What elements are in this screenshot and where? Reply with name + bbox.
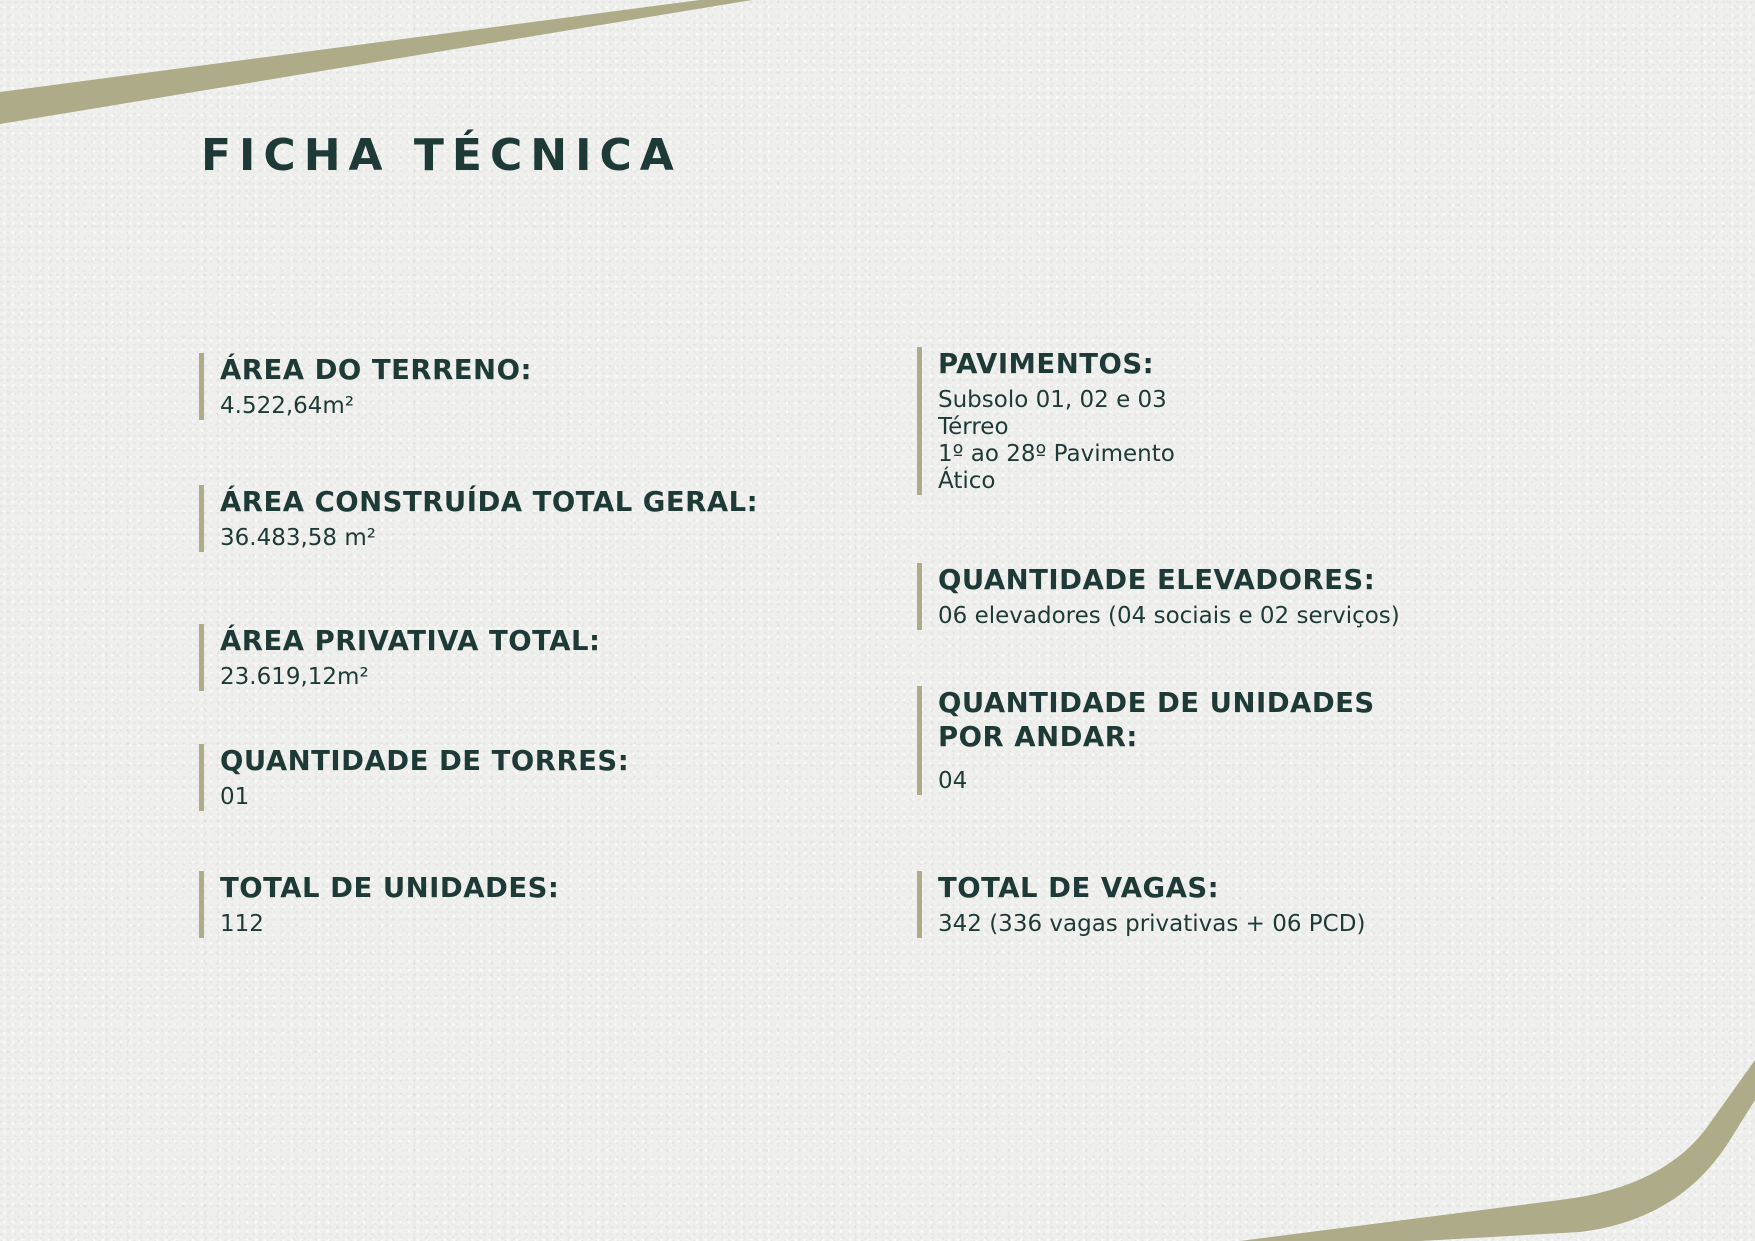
spec-label: ÁREA DO TERRENO: [220,354,532,386]
spec-label: QUANTIDADE DE TORRES: [220,745,630,777]
spec-value-line: 1º ao 28º Pavimento [938,441,1175,467]
spec-area-construida [199,485,758,552]
spec-label: TOTAL DE VAGAS: [938,872,1220,904]
spec-value: 36.483,58 m² [220,525,376,551]
spec-unidades-por-andar [917,686,1408,795]
spec-value-line: Ático [938,468,996,494]
spec-value: 01 [220,784,250,810]
top-left-stripe [0,0,752,124]
spec-value: 4.522,64m² [220,393,355,419]
spec-total-vagas [917,871,1365,938]
spec-quantidade-torres [199,744,629,811]
spec-value: 06 elevadores (04 sociais e 02 serviços) [938,603,1400,629]
spec-label: ÁREA PRIVATIVA TOTAL: [220,625,601,657]
spec-label: PAVIMENTOS: [938,348,1155,380]
spec-value: 23.619,12m² [220,664,369,690]
spec-value: 112 [220,911,264,937]
spec-value-line: Subsolo 01, 02 e 03 [938,387,1167,413]
spec-label: ÁREA CONSTRUÍDA TOTAL GERAL: [220,486,759,518]
bottom-right-stripe [1240,1060,1755,1241]
spec-label: QUANTIDADE DE UNIDADES POR ANDAR: [938,687,1375,753]
spec-area-privativa [199,624,601,691]
spec-area-terreno [199,353,532,420]
spec-quantidade-elevadores [917,563,1400,630]
spec-label: QUANTIDADE ELEVADORES: [938,564,1376,596]
page-title: FICHA TÉCNICA [201,130,682,181]
spec-total-unidades [199,871,559,938]
spec-value: 342 (336 vagas privativas + 06 PCD) [938,911,1366,937]
spec-value: 04 [938,768,968,794]
spec-pavimentos [917,347,1175,495]
spec-value-line: Térreo [938,414,1009,440]
spec-label: TOTAL DE UNIDADES: [220,872,560,904]
